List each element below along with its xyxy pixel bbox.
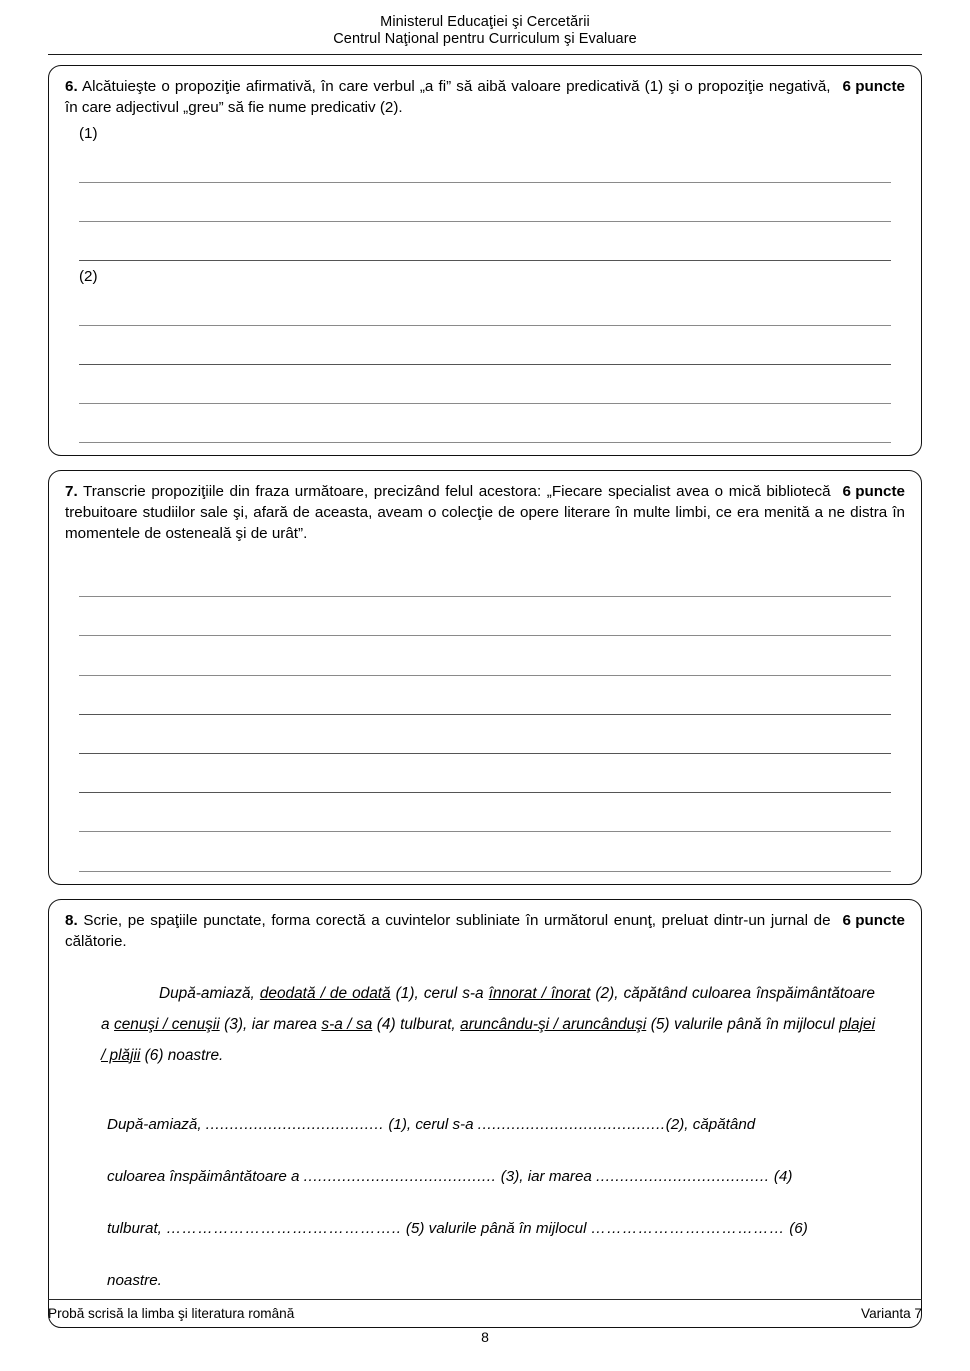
passage-choice-2: înnorat / înorat [488,984,591,1002]
page-header [0,0,970,48]
passage-line3-mid: (5) valurile până în mijlocul [646,1015,840,1033]
fill-row-2[interactable] [107,1151,875,1203]
answer-line[interactable] [79,832,891,871]
question-7-points: 6 puncte [842,483,905,500]
fill-row-3[interactable] [107,1203,875,1255]
question-7-prompt: Transcrie propoziţiile din fraza următoare, precizând felul acestora: „Fiecare specialist avea o mică bibliotecă trebuitoare studiilor sale şi, afară de aceasta, aveam o colecţie de opere literare în multe limbi, ce era menită a ne distra în momentele de osteneală şi de urât”. [65,483,905,542]
question-8-number: 8. [65,911,78,929]
fill-row2-post: (4) [769,1167,793,1185]
answer-line[interactable] [79,676,891,715]
answer-line[interactable] [79,404,891,443]
question-7-answer-lines[interactable] [65,558,905,872]
fill-blank-4[interactable]: .................................... [596,1167,770,1185]
question-7-text [65,481,905,544]
fill-row1-pre: După-amiază, [107,1115,206,1133]
fill-blank-1[interactable]: ..................................... [205,1115,385,1133]
answer-line[interactable] [79,754,891,793]
passage-choice-3: cenuşi / cenuşii [114,1015,220,1033]
fill-row3-mid: (5) valurile până în mijlocul [401,1219,591,1237]
answer-line[interactable] [79,365,891,404]
fill-row2-pre: culoarea înspăimântătoare a [107,1167,304,1185]
answer-line[interactable] [79,715,891,754]
answer-line[interactable] [79,222,891,261]
question-8-text [65,910,905,952]
question-8-passage [101,978,875,1071]
fill-row3-pre: tulburat, [107,1219,167,1237]
passage-choice-1: deodată / de odată [259,984,391,1002]
answer-line[interactable] [79,597,891,636]
fill-row-1[interactable] [107,1099,875,1151]
passage-line2-post: (4) tulburat, [372,1015,456,1033]
passage-choice-4: s-a / sa [321,1015,373,1033]
footer-divider [48,1299,922,1300]
header-center: Centrul Naţional pentru Curriculum şi Evaluare [333,31,637,47]
passage-indent [101,985,159,1002]
question-6-points: 6 puncte [842,78,905,95]
fill-blank-2[interactable]: ....................................... [477,1115,666,1133]
fill-row3-post: (6) [784,1219,808,1237]
question-6-prompt: Alcătuieşte o propoziţie afirmativă, în care verbul „a fi” să aibă valoare predicativă (1) şi o propoziţie negativă, în care adjectivul „greu” să fie nume predicativ (2). [65,78,831,116]
fill-row1-post: (2), căpătând [665,1115,756,1133]
passage-line1-pre: După-amiază, [159,984,260,1002]
question-6-sub1-label: (1) [79,125,98,142]
question-8-fill-in-block[interactable] [107,1099,875,1307]
header-divider [48,54,922,55]
footer-page-number: 8 [481,1329,489,1345]
question-7-number: 7. [65,483,78,500]
passage-line1-post: (2), căpătând [590,984,687,1002]
question-6-box [48,65,922,456]
answer-line[interactable] [79,287,891,326]
header-ministry: Ministerul Educaţiei şi Cercetării [380,14,590,30]
question-6-text [65,76,905,118]
question-6-number: 6. [65,78,78,95]
passage-line2-mid: (3), iar marea [219,1015,322,1033]
question-6-sub1-answer-lines[interactable] [65,144,905,261]
fill-blank-6[interactable]: ………………….…………… [590,1219,785,1237]
passage-line2-pre: culoarea înspăimântătoare a [101,984,875,1033]
answer-line[interactable] [79,793,891,832]
page-footer [48,1299,922,1345]
answer-line[interactable] [79,636,891,675]
question-6-sub2-label: (2) [79,268,98,285]
question-6-sub2-answer-lines[interactable] [65,287,905,443]
fill-row2-mid: (3), iar marea [496,1167,597,1185]
passage-choice-6: plajei / plăjii [101,1015,875,1064]
fill-row1-mid: (1), cerul s-a [384,1115,478,1133]
answer-line[interactable] [79,144,891,183]
answer-line[interactable] [79,183,891,222]
question-8-prompt: Scrie, pe spaţiile punctate, forma corectă a cuvintelor subliniate în următorul enunţ, preluat dintr-un jurnal de călătorie. [65,911,831,950]
question-8-points: 6 puncte [842,911,905,929]
passage-choice-5: aruncându-şi / aruncânduşi [460,1015,647,1033]
fill-row4-text: noastre. [107,1271,162,1289]
fill-blank-3[interactable]: ........................................ [303,1167,497,1185]
passage-line3-post: (6) noastre. [140,1046,224,1064]
footer-exam-title: Probă scrisă la limba şi literatura română [48,1306,295,1321]
question-7-box [48,470,922,885]
answer-line[interactable] [79,558,891,597]
footer-variant: Varianta 7 [861,1306,922,1321]
question-8-box [48,899,922,1328]
passage-line1-mid: (1), cerul s-a [390,984,489,1002]
fill-blank-5[interactable]: ……………………….…………….. [166,1219,402,1237]
answer-line[interactable] [79,326,891,365]
